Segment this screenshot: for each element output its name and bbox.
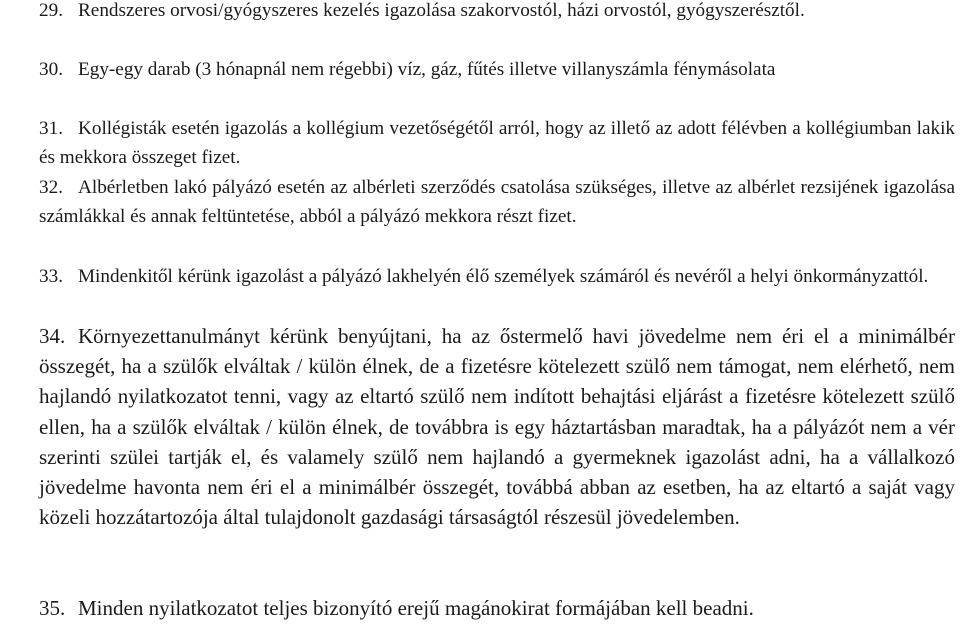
list-item-29 (0, 0, 955, 25)
item-body: Rendszeres orvosi/gyógyszeres kezelés igazolása szakorvostól, házi orvostól, gyógyszerésztől. (78, 0, 805, 21)
item-number: 30. (39, 59, 63, 80)
item-body: Kollégisták esetén igazolás a kollégium vezetőségétől arról, hogy az illető az adott félévben a kollégiumban lakik és mekkora összeget fizet. (39, 118, 955, 169)
list-item-34 (0, 321, 955, 532)
item-number: 35. (39, 596, 66, 620)
item-number: 34. (39, 324, 66, 348)
list-item-text (0, 173, 955, 232)
list-item-text (0, 262, 955, 291)
item-number: 31. (39, 118, 63, 139)
item-body: Albérletben lakó pályázó esetén az albérleti szerződés csatolása szükséges, illetve az albérlet rezsijének igazolása számlákkal és annak feltüntetése, abból a pályázó mekkora részt fizet. (39, 177, 955, 228)
list-item-text (0, 321, 955, 532)
list-item-35 (0, 593, 955, 623)
list-item-text (0, 593, 955, 623)
list-item-32 (0, 173, 955, 232)
item-body: Környezettanulmányt kérünk benyújtani, ha az őstermelő havi jövedelme nem éri el a minimálbér összegét, ha a szülők elváltak / külön élnek, de a fizetésre kötelezett szülő nem támogat, nem elérhető, nem hajlandó nyilatkozatot tenni, vagy az eltartó szülő nem indított behajtási eljárást a fizetésre kötelezett szülő ellen, ha a szülők elváltak / külön élnek, de továbbra is egy háztartásban maradtak, ha a pályázót nem a vér szerinti szülei tartják el, és valamely szülő nem hajlandó a gyermeknek igazolást adni, ha a vállalkozó jövedelme havonta nem éri el a minimálbér összegét, továbbá abban az esetben, ha az eltartó a saját vagy közeli hozzátartozója által tulajdonolt gazdasági társaságtól részesül jövedelemben. (39, 324, 955, 530)
item-body: Egy-egy darab (3 hónapnál nem régebbi) víz, gáz, fűtés illetve villanyszámla fénymásolata (78, 59, 776, 80)
item-body: Minden nyilatkozatot teljes bizonyító erejű magánokirat formájában kell beadni. (78, 596, 754, 620)
list-item-text (0, 55, 955, 84)
item-number: 32. (39, 177, 63, 198)
list-item-33 (0, 262, 955, 291)
item-body: Mindenkitől kérünk igazolást a pályázó lakhelyén élő személyek számáról és nevéről a helyi önkormányzattól. (78, 266, 929, 287)
list-item-text (0, 114, 955, 173)
item-number: 33. (39, 266, 63, 287)
list-item-text (0, 0, 955, 25)
item-number: 29. (39, 0, 63, 21)
list-item-31 (0, 114, 955, 173)
list-item-30 (0, 55, 955, 84)
